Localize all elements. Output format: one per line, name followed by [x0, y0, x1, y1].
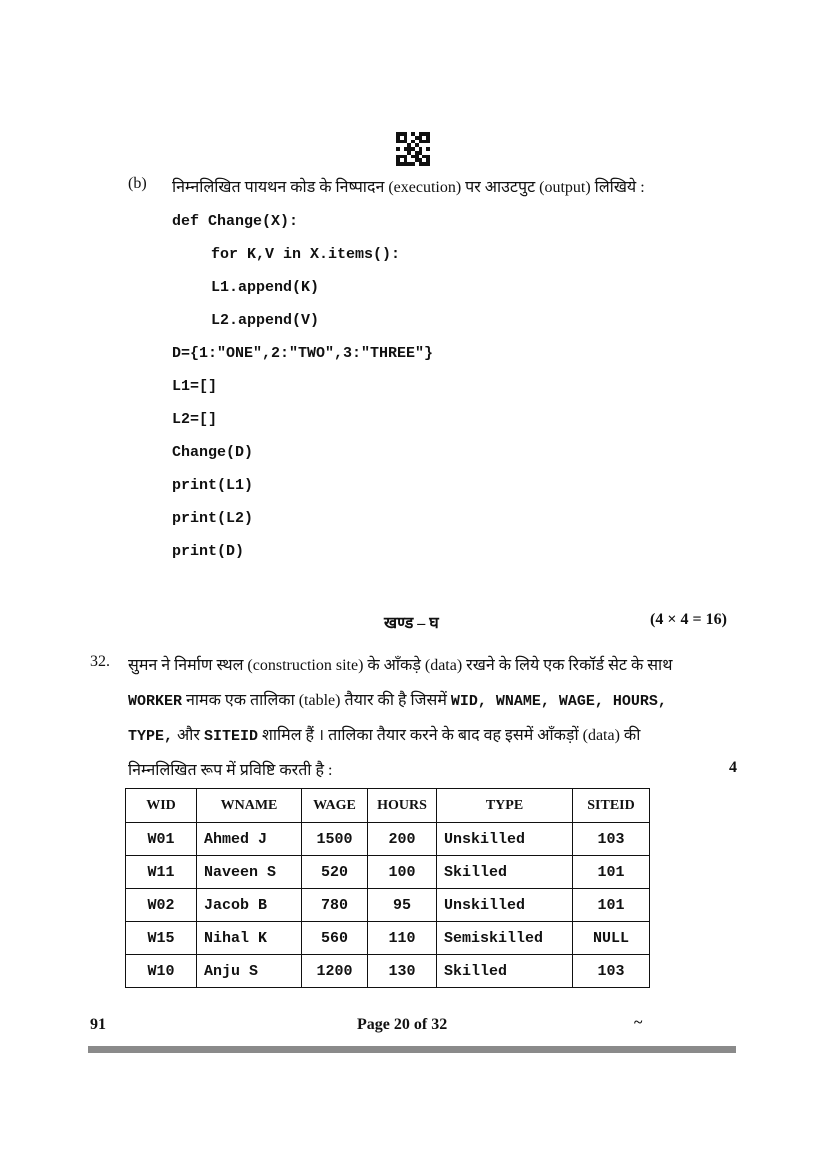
- cell-wid: W15: [126, 922, 197, 955]
- code-line: L2.append(V): [211, 312, 320, 329]
- table-row: [126, 889, 650, 922]
- code-line: L1=[]: [172, 378, 218, 395]
- section-title: खण्ड – घ: [384, 615, 439, 632]
- header-siteid: SITEID: [573, 789, 650, 823]
- column-list: SITEID: [203, 728, 258, 745]
- cell-hours: 110: [368, 922, 437, 955]
- cell-hours: 200: [368, 823, 437, 856]
- cell-wname: Jacob B: [197, 889, 302, 922]
- cell-type: Skilled: [437, 856, 573, 889]
- cell-hours: 95: [368, 889, 437, 922]
- cell-type: Semiskilled: [437, 922, 573, 955]
- header-type: TYPE: [437, 789, 573, 823]
- page-number: Page 20 of 32: [357, 1016, 448, 1033]
- footer-code: 91: [90, 1016, 106, 1033]
- table-row: [126, 922, 650, 955]
- cell-siteid: 103: [573, 955, 650, 988]
- part-label: (b): [128, 175, 147, 192]
- cell-wname: Nihal K: [197, 922, 302, 955]
- column-list: WID, WNAME, WAGE, HOURS,: [450, 693, 667, 710]
- section-marks: (4 × 4 = 16): [650, 611, 727, 628]
- code-line: for K,V in X.items():: [211, 246, 401, 263]
- table-row: [126, 955, 650, 988]
- table-row: [126, 823, 650, 856]
- header-wname: WNAME: [197, 789, 302, 823]
- cell-wage: 520: [302, 856, 368, 889]
- table-row: [126, 856, 650, 889]
- question-line-1: सुमन ने निर्माण स्थल (construction site) के आँकड़े (data) रखने के लिये एक रिकॉर्ड सेट के साथ: [128, 657, 673, 674]
- cell-siteid: NULL: [573, 922, 650, 955]
- cell-wid: W02: [126, 889, 197, 922]
- cell-type: Unskilled: [437, 889, 573, 922]
- cell-wid: W01: [126, 823, 197, 856]
- question-line-2: [128, 688, 667, 710]
- cell-type: Skilled: [437, 955, 573, 988]
- cell-hours: 100: [368, 856, 437, 889]
- code-line: print(D): [172, 543, 245, 560]
- cell-wage: 1500: [302, 823, 368, 856]
- code-line: L2=[]: [172, 411, 218, 428]
- cell-hours: 130: [368, 955, 437, 988]
- cell-siteid: 103: [573, 823, 650, 856]
- cell-siteid: 101: [573, 856, 650, 889]
- code-line: D={1:"ONE",2:"TWO",3:"THREE"}: [172, 345, 434, 362]
- code-line: print(L2): [172, 510, 254, 527]
- table-header-row: [126, 789, 650, 823]
- question-line-4: निम्नलिखित रूप में प्रविष्टि करती है :: [128, 762, 333, 779]
- cell-siteid: 101: [573, 889, 650, 922]
- code-line: print(L1): [172, 477, 254, 494]
- cell-wid: W10: [126, 955, 197, 988]
- question-marks: 4: [729, 759, 737, 776]
- column-list: TYPE,: [128, 728, 174, 745]
- code-line: L1.append(K): [211, 279, 320, 296]
- cell-wage: 1200: [302, 955, 368, 988]
- footer-divider: [88, 1046, 736, 1053]
- cell-wid: W11: [126, 856, 197, 889]
- cell-wage: 560: [302, 922, 368, 955]
- code-line: Change(D): [172, 444, 254, 461]
- qr-code-icon: [396, 132, 430, 166]
- header-wage: WAGE: [302, 789, 368, 823]
- cell-type: Unskilled: [437, 823, 573, 856]
- header-hours: HOURS: [368, 789, 437, 823]
- question-text: शामिल हैं । तालिका तैयार करने के बाद वह इसमें आँकड़ों (data) की: [261, 727, 641, 744]
- cell-wname: Naveen S: [197, 856, 302, 889]
- cell-wname: Anju S: [197, 955, 302, 988]
- question-text: नामक एक तालिका (table) तैयार की है जिसमें: [186, 692, 447, 709]
- question-text: और: [177, 727, 200, 744]
- code-line: def Change(X):: [172, 213, 299, 230]
- cell-wname: Ahmed J: [197, 823, 302, 856]
- table-name: WORKER: [128, 693, 183, 710]
- question-line-3: [128, 723, 640, 745]
- question-number: 32.: [90, 653, 110, 670]
- part-question: निम्नलिखित पायथन कोड के निष्पादन (execution) पर आउटपुट (output) लिखिये :: [172, 179, 645, 196]
- header-wid: WID: [126, 789, 197, 823]
- cell-wage: 780: [302, 889, 368, 922]
- worker-table: [125, 788, 650, 988]
- footer-mark: ~: [634, 1014, 643, 1031]
